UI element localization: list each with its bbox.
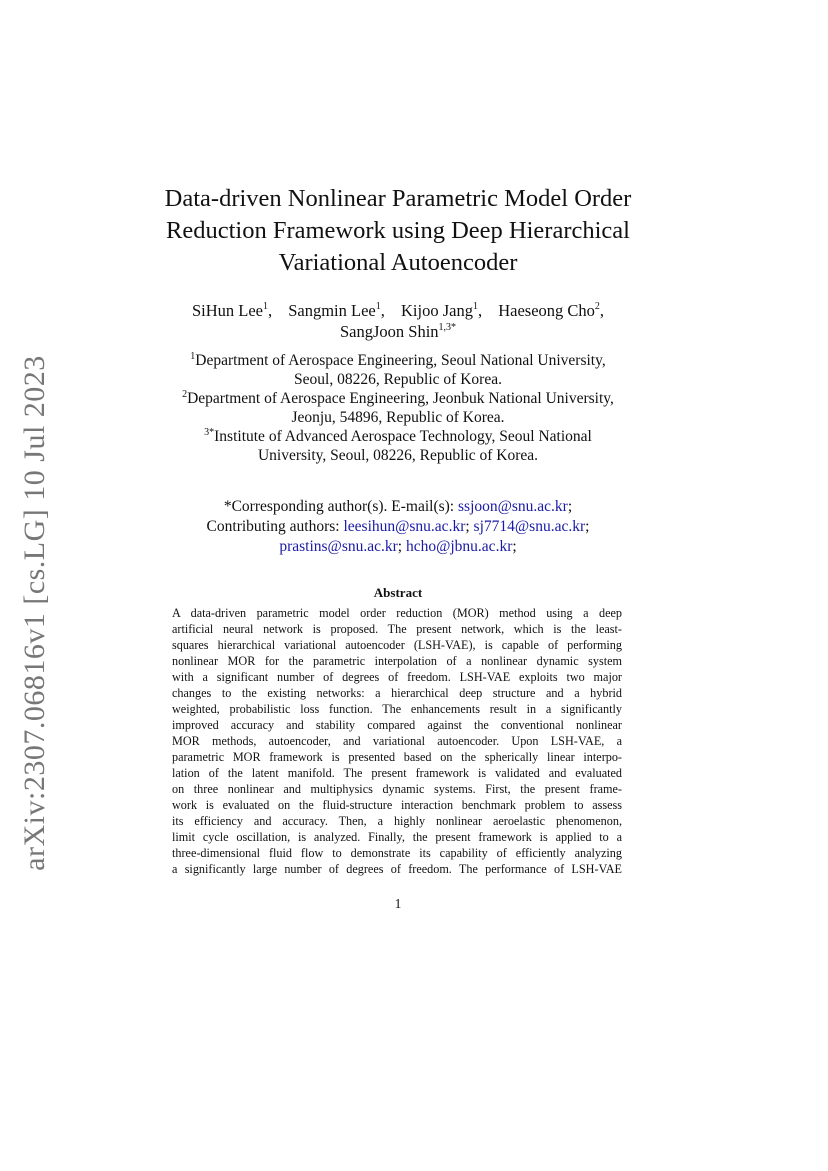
abstract-line: parametric MOR framework is presented based on the spherically linear interpo- [172,750,622,764]
email-link[interactable]: leesihun@snu.ac.kr [343,518,466,535]
affiliation-text: Department of Aerospace Engineering, Jeonbuk National University, [187,390,614,407]
affiliation-line [120,427,676,446]
separator: ; [567,498,573,515]
title-line: Variational Autoencoder [278,249,518,276]
author-name: Sangmin Lee [288,301,376,320]
affil-mark: 2 [182,389,188,400]
title-line: Data-driven Nonlinear Parametric Model Order [164,185,632,212]
affil-mark: 1 [190,351,196,362]
affil-mark: 3* [204,427,215,438]
arxiv-stamp [15,354,55,871]
email-link[interactable]: prastins@snu.ac.kr [279,538,398,555]
author-name: SiHun Lee [191,301,263,320]
contact-info [120,497,676,557]
abstract-line: changes to the existing networks: a hierarchical deep structure and a hybrid [172,686,622,700]
email-link[interactable]: sj7714@snu.ac.kr [473,518,586,535]
abstract-line: weighted, probabilistic loss function. The enhancements result in a significantly [172,702,622,716]
abstract-line: limit cycle oscillation, is analyzed. Finally, the present framework is applied to a [172,830,622,844]
abstract-line: work is evaluated on the fluid-structure interaction benchmark problem to assess [172,798,622,812]
author-affil-mark: 1,3* [438,322,457,333]
title-line: Reduction Framework using Deep Hierarchical [166,217,630,244]
author-name: Haeseong Cho [498,301,595,320]
abstract-body [172,605,622,877]
separator: ; [585,518,590,535]
arxiv-id: arXiv:2307.06816v1 [cs.LG] 10 Jul 2023 [18,354,51,871]
email-link[interactable]: hcho@jbnu.ac.kr [405,538,513,555]
contributing-label: Contributing authors: [206,518,340,535]
affiliation-line: Jeonju, 54896, Republic of Korea. [291,409,505,426]
corresponding-label: *Corresponding author(s). E-mail(s): [223,498,455,515]
author-list [120,300,676,342]
abstract-line: its efficiency and accuracy. Then, a highly nonlinear aeroelastic phenomenon, [172,814,622,828]
author-affil-mark: 1 [472,301,478,312]
affiliation-list [120,351,676,465]
affiliation-text: Institute of Advanced Aerospace Technology, Seoul National [214,428,592,445]
author-line: SiHun Lee$^1$, Sangmin Lee$^1$, Kijoo Jang$^1$, Haeseong Cho$^2$, [191,301,605,320]
abstract-line: artificial neural network is proposed. The present network, which is the least- [172,622,622,636]
corresponding-email-link[interactable]: ssjoon@snu.ac.kr [458,498,568,515]
affiliation-text: Department of Aerospace Engineering, Seoul National University, [195,352,606,369]
author-affil-mark: 2 [594,301,600,312]
abstract-line: lation of the latent manifold. The present framework is validated and evaluated [172,766,622,780]
paper-title [120,183,676,279]
author-affil-mark: 1 [262,301,268,312]
author-name: SangJoon Shin [339,322,439,341]
abstract-line: A data-driven parametric model order reduction (MOR) method using a deep [172,606,622,620]
abstract-line: improved accuracy and stability compared against the conventional nonlinear [172,718,622,732]
abstract-line: squares hierarchical variational autoencoder (LSH-VAE), is capable of performing [172,638,622,652]
separator: ; [512,538,517,555]
separator: ; [397,538,403,555]
abstract-line: with a significant number of degrees of freedom. LSH-VAE exploits two major [172,670,622,684]
corresponding-line [120,497,676,517]
separator: ; [465,518,470,535]
page-number: 1 [394,896,402,911]
author-name: Kijoo Jang [401,301,473,320]
abstract-line: three-dimensional fluid flow to demonstrate its capability of efficiently analyzing [172,846,622,860]
contributing-line [120,517,676,537]
abstract-line: a significantly large number of degrees of freedom. The performance of LSH-VAE [172,862,622,876]
affiliation-line [120,351,676,370]
abstract-line: nonlinear MOR for the parametric interpolation of a nonlinear dynamic system [172,654,622,668]
contributing-line [120,537,676,557]
abstract-line: on three nonlinear and multiphysics dynamic systems. First, the present frame- [172,782,622,796]
affiliation-line: University, Seoul, 08226, Republic of Korea. [257,447,539,464]
affiliation-line [120,389,676,408]
affiliation-line: Seoul, 08226, Republic of Korea. [294,371,502,388]
author-affil-mark: 1 [375,301,381,312]
abstract-line: MOR methods, autoencoder, and variational autoencoder. Upon LSH-VAE, a [172,734,622,748]
author-line [120,321,676,342]
abstract-heading: Abstract [373,585,423,600]
